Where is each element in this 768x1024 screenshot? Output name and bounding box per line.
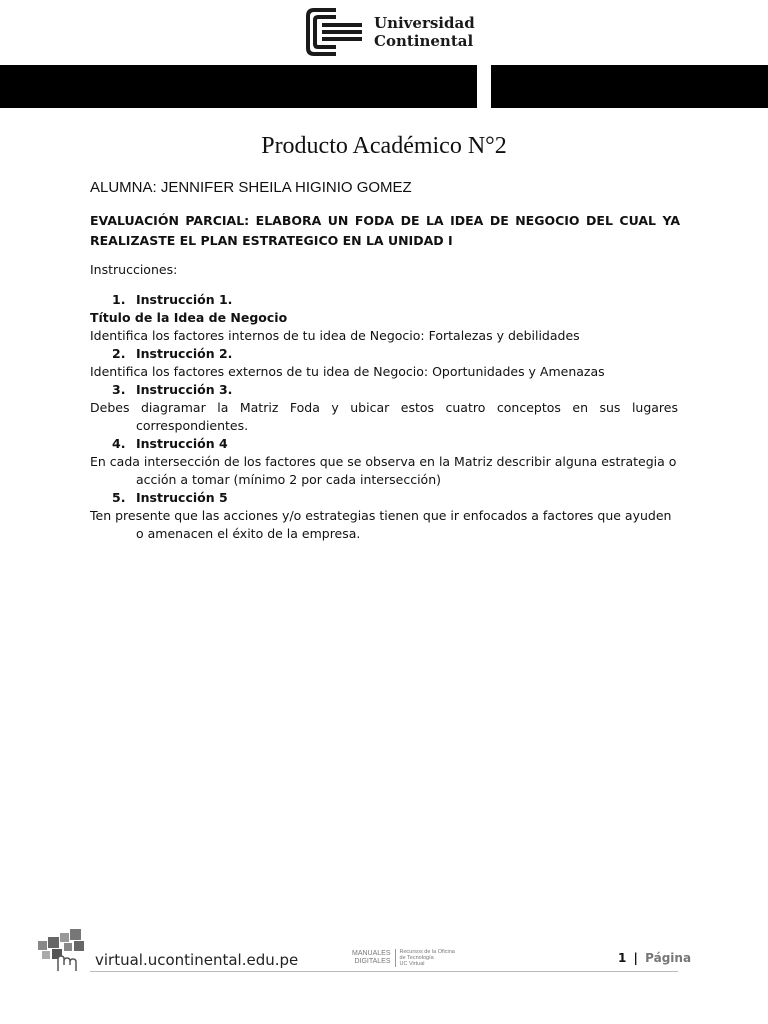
instructions-list: [90, 291, 678, 543]
virtual-hand-icon: [36, 927, 92, 973]
instruction-item: 5. Instrucción 5: [112, 490, 228, 505]
student-name: ALUMNA: JENNIFER SHEILA HIGINIO GOMEZ: [90, 179, 412, 196]
badge-line1: MANUALES: [352, 950, 391, 957]
page-number-value: 1: [618, 951, 627, 965]
instruction-text: Ten presente que las acciones y/o estrategias tienen que ir enfocados a factores que ayuden o amenacen el éxito de la empresa.: [90, 508, 672, 541]
badge-divider: [395, 949, 396, 967]
instruction-item: 1. Instrucción 1.: [112, 292, 233, 307]
logo-text-line2: Continental: [374, 32, 474, 50]
logo-text-line1: Universidad: [374, 14, 475, 32]
university-logo-icon: [306, 8, 366, 56]
badge-note-line3: UC Virtual: [399, 961, 425, 967]
footer-divider: [90, 971, 678, 972]
idea-title: Título de la Idea de Negocio: [90, 310, 288, 325]
header-bar-right: [491, 65, 768, 108]
badge-note-line2: de Tecnología: [399, 955, 434, 961]
instructions-heading: Instrucciones:: [90, 262, 178, 277]
page-label: Página: [645, 951, 692, 965]
evaluation-heading: EVALUACIÓN PARCIAL: ELABORA UN FODA DE LA IDEA DE NEGOCIO DEL CUAL YA REALIZASTE EL PLAN ESTRATEGICO EN LA UNIDAD I: [90, 213, 680, 248]
badge-line2: DIGITALES: [354, 958, 391, 965]
footer-url: virtual.ucontinental.edu.pe: [95, 951, 299, 969]
instruction-item: 4. Instrucción 4: [112, 436, 228, 451]
instruction-item: 2. Instrucción 2.: [112, 346, 233, 361]
manuales-digitales-badge: [352, 949, 455, 967]
instruction-text: Identifica los factores internos de tu idea de Negocio: Fortalezas y debilidades: [90, 328, 580, 343]
badge-note-line1: Recursos de la Oficina: [399, 949, 455, 955]
university-logo: [306, 8, 475, 56]
page-number-separator: |: [633, 951, 638, 965]
instruction-item: 3. Instrucción 3.: [112, 382, 233, 397]
header-bar-left: [0, 65, 477, 108]
document-title: Producto Académico N°2: [261, 133, 507, 159]
page-number: [618, 951, 691, 965]
instruction-text: En cada intersección de los factores que se observa en la Matriz describir alguna estrategia o acción a tomar (mínimo 2 por cada intersección): [90, 454, 677, 487]
instruction-text: Identifica los factores externos de tu idea de Negocio: Oportunidades y Amenazas: [90, 364, 605, 379]
instruction-text: Debes diagramar la Matriz Foda y ubicar estos cuatro conceptos en sus lugares correspondientes.: [90, 400, 678, 433]
